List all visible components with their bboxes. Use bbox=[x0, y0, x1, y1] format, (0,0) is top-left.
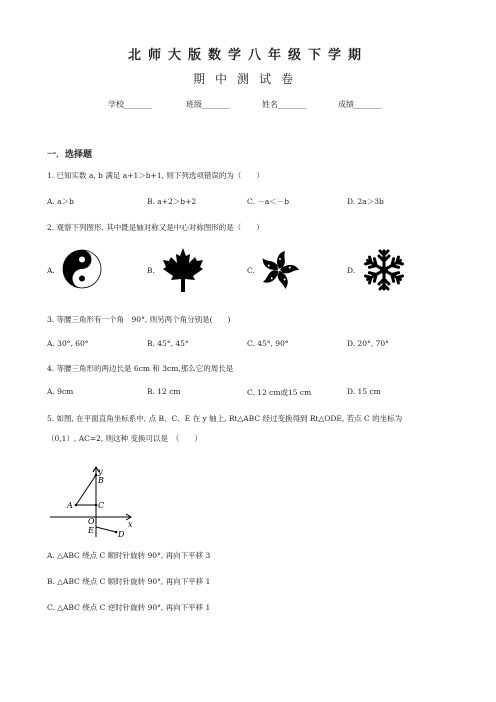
exam-subtitle: 期中测试卷 bbox=[192, 72, 303, 86]
name-field: 姓名_______ bbox=[262, 100, 306, 109]
question-2-stem: 2. 观察下列图形, 其中既是轴对称又是中心对称图形的是（ ） bbox=[47, 223, 264, 232]
question-4-stem: 4. 等腰三角形的两边长是 6cm 和 3cm,那么它的周长是 bbox=[47, 364, 234, 373]
question-4-option-c: C. 12 cm或15 cm bbox=[247, 388, 312, 397]
maple-leaf-icon bbox=[162, 247, 204, 293]
question-5-stem-line-2: （0,1）, AC=2, 则这种 变换可以是 （ ） bbox=[47, 434, 202, 443]
question-3-option-a: A. 30°, 60° bbox=[47, 339, 89, 348]
question-3-option-b: B. 45°, 45° bbox=[147, 339, 189, 348]
question-5-option-c: C. △ABC 绕点 C 逆时针旋转 90°, 再向下平移 1 bbox=[47, 603, 211, 612]
label-y: y bbox=[98, 467, 103, 476]
school-field: 学校_______ bbox=[108, 100, 152, 109]
label-e: E bbox=[88, 526, 94, 535]
label-o: O bbox=[88, 517, 95, 526]
snowflake-icon bbox=[362, 248, 406, 292]
yin-yang-icon bbox=[62, 249, 102, 289]
question-2-option-c: C. bbox=[247, 266, 255, 275]
score-field: 成绩_______ bbox=[338, 100, 382, 109]
question-5-option-a: A. △ABC 绕点 C 顺时针旋转 90°, 再向下平移 3 bbox=[47, 551, 211, 560]
label-b: B bbox=[98, 476, 104, 485]
question-3-option-d: D. 20°, 70° bbox=[347, 339, 389, 348]
question-2-option-b: B. bbox=[147, 266, 155, 275]
question-2-option-a: A. bbox=[47, 266, 55, 275]
question-4-option-a: A. 9cm bbox=[47, 387, 74, 396]
question-1-option-d: D. 2a＞3b bbox=[347, 197, 384, 206]
question-1-option-b: B. a+2＞b+2 bbox=[147, 197, 197, 206]
question-2-option-d: D. bbox=[347, 266, 356, 275]
bauhinia-icon bbox=[258, 249, 300, 291]
question-5-stem-line-1: 5. 如图, 在平面直角坐标系中, 点 B、C、E 在 y 轴上, Rt△ABC 经过变换得到 Rt△ODE, 若点 C 的坐标为 bbox=[47, 414, 403, 423]
question-4-option-d: D. 15 cm bbox=[347, 387, 381, 396]
question-1-option-a: A. a＞b bbox=[47, 197, 74, 206]
label-d: D bbox=[118, 530, 125, 539]
question-5-option-b: B. △ABC 绕点 C 顺时针旋转 90°, 再向下平移 1 bbox=[47, 577, 211, 586]
question-1-option-c: C. －a＜－b bbox=[247, 197, 290, 206]
label-x: x bbox=[128, 520, 133, 529]
exam-title: 北师大版数学八年级下学期 bbox=[127, 48, 368, 63]
question-4-option-b: B. 12 cm bbox=[147, 387, 181, 396]
question-1-stem: 1. 已知实数 a, b 满足 a+1＞b+1, 则下列选项错误的为（ ） bbox=[47, 171, 264, 180]
section-heading: 一．选择题 bbox=[47, 150, 93, 160]
label-c: C bbox=[98, 501, 105, 510]
class-field: 班级_______ bbox=[186, 100, 230, 109]
label-a: A bbox=[67, 501, 73, 510]
question-3-stem: 3. 等腰三角形有一个角 90°, 则另两个角分别是( ) bbox=[47, 315, 231, 324]
question-3-option-c: C. 45°, 90° bbox=[247, 339, 289, 348]
coordinate-figure bbox=[48, 465, 148, 540]
